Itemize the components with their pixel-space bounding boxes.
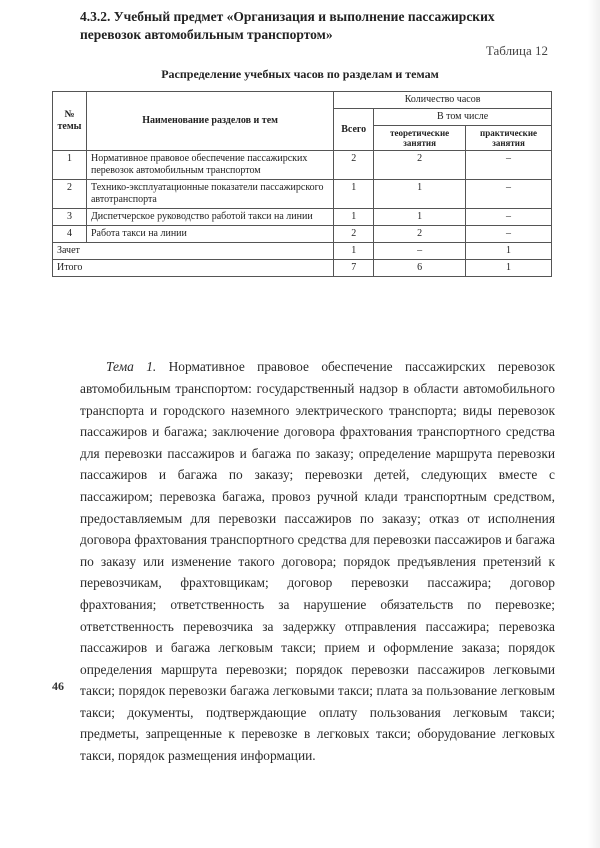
row-num: 2	[53, 180, 87, 209]
row-name: Нормативное правовое обеспечение пассажирских перевозок автомобильным транспортом	[86, 151, 333, 180]
row-practice: –	[466, 151, 552, 180]
row-total: 2	[334, 226, 374, 243]
header-name: Наименование разделов и тем	[86, 92, 333, 151]
row-num: 3	[53, 209, 87, 226]
total-practice: 1	[466, 260, 552, 277]
row-name: Работа такси на линии	[86, 226, 333, 243]
page-number: 46	[52, 679, 64, 693]
header-theory: теоретические занятия	[374, 126, 466, 151]
row-theory: 2	[374, 226, 466, 243]
table-row-credit	[53, 243, 552, 260]
scan-edge-shadow	[588, 0, 600, 848]
row-num: 1	[53, 151, 87, 180]
section-heading: 4.3.2. Учебный предмет «Организация и выполнение пассажирских перевозок автомобильным транспортом»	[80, 9, 495, 42]
total-theory: 6	[374, 260, 466, 277]
table-row	[53, 226, 552, 243]
row-practice: –	[466, 226, 552, 243]
total-total: 7	[334, 260, 374, 277]
row-theory: 1	[374, 180, 466, 209]
credit-theory: –	[374, 243, 466, 260]
row-practice: –	[466, 180, 552, 209]
credit-total: 1	[334, 243, 374, 260]
header-practice: практические занятия	[466, 126, 552, 151]
table-caption: Распределение учебных часов по разделам и темам	[161, 67, 439, 81]
table-header-row	[53, 92, 552, 109]
table-row	[53, 209, 552, 226]
hours-table	[52, 91, 552, 277]
row-total: 2	[334, 151, 374, 180]
row-total: 1	[334, 209, 374, 226]
credit-practice: 1	[466, 243, 552, 260]
header-total: Всего	[334, 109, 374, 151]
table-row	[53, 151, 552, 180]
row-theory: 1	[374, 209, 466, 226]
row-name: Технико-эксплуатационные показатели пассажирского автотранспорта	[86, 180, 333, 209]
header-including: В том числе	[374, 109, 552, 126]
topic-lead: Тема 1.	[106, 359, 157, 375]
credit-label: Зачет	[53, 243, 334, 260]
topic-text: Нормативное правовое обеспечение пассажирских перевозок автомобильным транспортом: государственный надзор в области автомобильного транспорта и городского наземного электрического транспорта; виды перевозок пассажиров и багажа; заключение договора фрахтования транспортного средства для перевозки пассажиров и багажа по заказу; определение маршрута перевозки пассажиров и багажа по заказу; перевозки детей, следующих вместе с пассажиром; перевозка багажа, провоз ручной клади транспортным средством, предоставляемым для перевозки пассажиров по заказу; отказ от исполнения договора фрахтования транспортного средства для перевозки пассажиров и багажа по заказу или изменение такого договора; порядок предъявления претензий к перевозчикам, фрахтовщикам; договор перевозки пассажира; договор фрахтования; ответственность за нарушение обязательств по перевозке; ответственность перевозчика за задержку отправления пассажира; перевозка пассажиров и багажа легковым такси; прием и оформление заказа; порядок определения маршрута перевозки; порядок перевозки пассажиров легковыми такси; порядок перевозки багажа легковыми такси; плата за пользование легковым такси; документы, подтверждающие оплату пользования легковым такси; предметы, запрещенные к перевозке в легковых такси; оборудование легковых такси, порядок размещения информации.	[80, 359, 555, 764]
row-num: 4	[53, 226, 87, 243]
total-label: Итого	[53, 260, 334, 277]
table-label: Таблица 12	[485, 43, 548, 58]
row-theory: 2	[374, 151, 466, 180]
topic-paragraph	[80, 356, 555, 766]
table-row-total	[53, 260, 552, 277]
row-total: 1	[334, 180, 374, 209]
row-name: Диспетчерское руководство работой такси на линии	[86, 209, 333, 226]
table-row	[53, 180, 552, 209]
header-num: № темы	[53, 92, 87, 151]
header-hours: Количество часов	[334, 92, 552, 109]
row-practice: –	[466, 209, 552, 226]
